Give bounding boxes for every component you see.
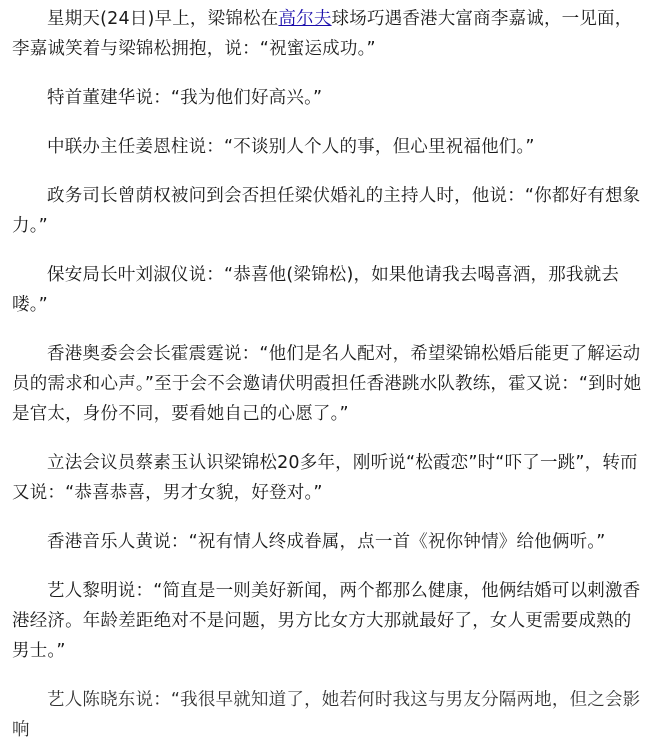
paragraph-leon-lai: 艺人黎明说：“简直是一则美好新闻，两个都那么健康，他俩结婚可以刺激香港经济。年龄差距绝对不是问题，男方比女方大那就最好了，女人更需要成熟的男士。” [12,581,641,661]
paragraph-donald-tsang: 政务司长曾荫权被问到会否担任梁伏婚礼的主持人时，他说：“你都好有想象力。” [12,186,641,236]
article-body [12,4,648,740]
paragraph-text: 球场巧遇香港大富商李嘉诚，一见面，李嘉诚笑着与梁锦松拥抱，说：“祝蜜运成功。” [12,9,633,59]
paragraph-choy-so-yuk: 立法会议员蔡素玉认识梁锦松20多年，刚听说“松霞恋”时“吓了一跳”，转而又说：“恭喜恭喜，男才女貌，好登对。” [12,453,638,503]
paragraph-li-ka-shing [12,4,648,64]
paragraph-timothy-fok: 香港奥委会会长霍震霆说：“他们是名人配对，希望梁锦松婚后能更了解运动员的需求和心声。”至于会不会邀请伏明霞担任香港跳水队教练，霍又说：“到时她是官太，身份不同，要看她自己的心愿了。” [12,344,642,424]
paragraph-musician-wong: 香港音乐人黄说：“祝有情人终成眷属，点一首《祝你钟情》给他俩听。” [47,532,606,552]
paragraph-regina-ip: 保安局长叶刘淑仪说：“恭喜他(梁锦松)，如果他请我去喝喜酒，那我就去喽。” [12,265,620,315]
golf-link[interactable]: 高尔夫 [278,9,332,29]
paragraph-jiang-enzhu: 中联办主任姜恩柱说：“不谈别人个人的事，但心里祝福他们。” [47,137,535,157]
paragraph-text: 星期天(24日)早上，梁锦松在 [47,9,279,29]
paragraph-tung-chee-hwa: 特首董建华说：“我为他们好高兴。” [47,88,323,108]
paragraph-nicholas-tse-truncated: 艺人陈晓东说：“我很早就知道了，她若何时我这与男友分隔两地，但之会影响 [12,690,641,740]
